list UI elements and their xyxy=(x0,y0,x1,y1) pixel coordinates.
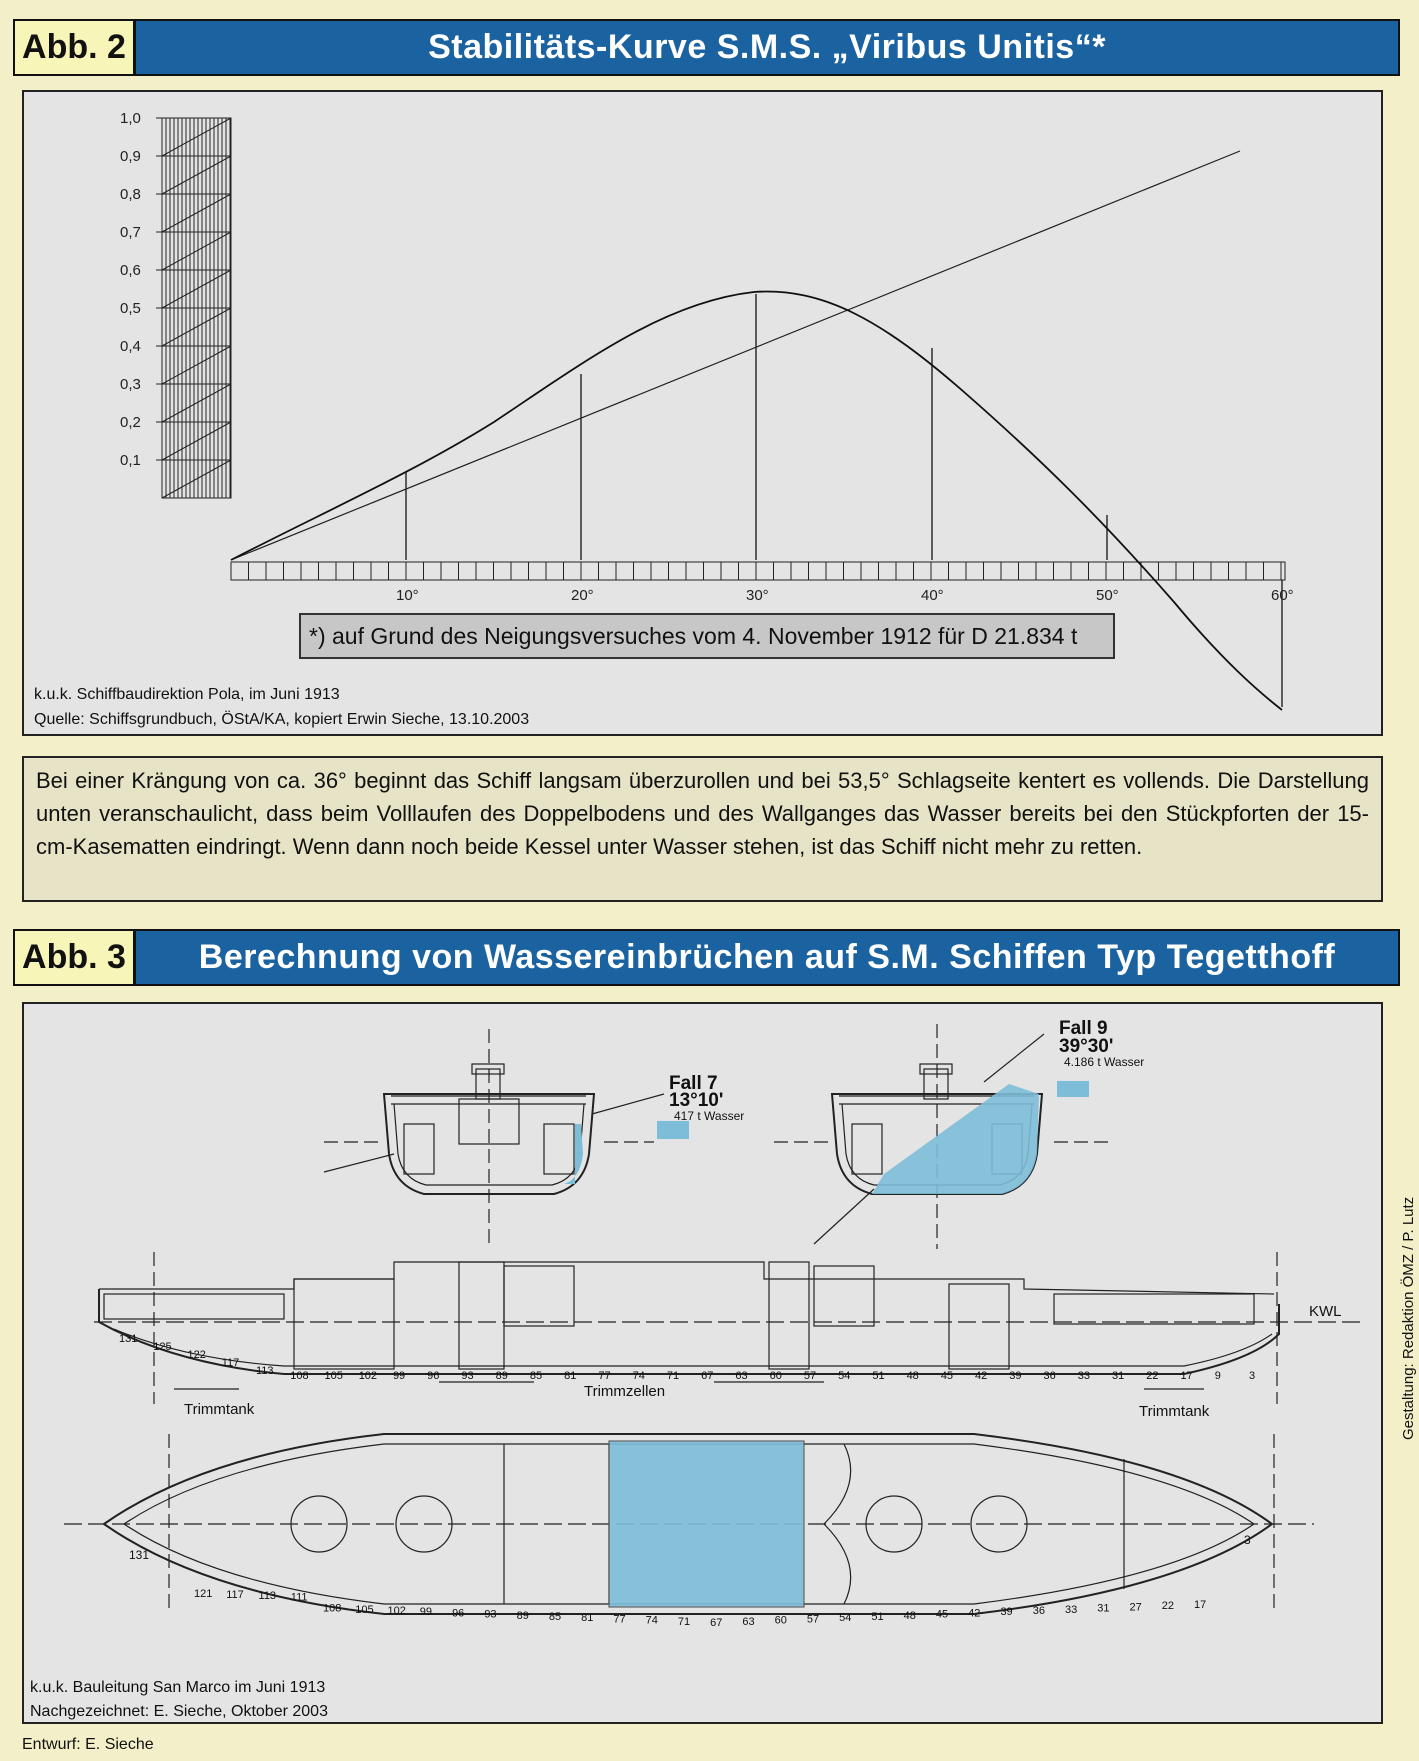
frame-number: 48 xyxy=(903,1609,916,1622)
x-tick-label: 40° xyxy=(921,587,944,604)
plan-end-right: 3 xyxy=(1244,1533,1251,1547)
frame-number: 67 xyxy=(701,1370,714,1382)
frame-number: 39 xyxy=(1009,1370,1022,1382)
frame-number: 108 xyxy=(290,1370,309,1382)
side-profile xyxy=(94,1252,1364,1404)
x-scale xyxy=(231,562,1285,580)
frame-number: 39 xyxy=(1000,1606,1013,1619)
fall9-water: 4.186 t Wasser xyxy=(1064,1055,1145,1069)
frame-number: 77 xyxy=(598,1370,611,1382)
y-tick-label: 0,3 xyxy=(120,376,141,393)
fig2-tag: Abb. 2 xyxy=(15,21,136,74)
frame-number: 22 xyxy=(1161,1600,1174,1613)
frame-number: 125 xyxy=(153,1341,172,1353)
fall9-angle: 39°30' xyxy=(1059,1036,1114,1057)
y-tick-label: 0,8 xyxy=(120,186,141,203)
frame-number: 81 xyxy=(564,1370,577,1382)
fig2-note-box xyxy=(299,613,1115,659)
frame-number: 60 xyxy=(769,1370,782,1382)
fig3-panel xyxy=(22,1002,1383,1724)
frame-number: 3 xyxy=(1249,1370,1256,1382)
frame-number: 121 xyxy=(194,1587,213,1600)
frame-number: 33 xyxy=(1064,1603,1078,1616)
frame-number: 60 xyxy=(774,1614,787,1627)
x-tick-label: 50° xyxy=(1096,587,1119,604)
side-credit: Gestaltung: Redaktion ÖMZ / P. Lutz xyxy=(1400,1196,1417,1440)
y-scale xyxy=(156,118,231,498)
flood-legend-fall7 xyxy=(657,1121,689,1139)
frame-number: 9 xyxy=(1214,1370,1221,1382)
fig3-title: Berechnung von Wassereinbrüchen auf S.M. Schiffen Typ Tegetthoff xyxy=(198,938,1336,976)
frame-number: 105 xyxy=(355,1603,374,1616)
fig3-credit1: k.u.k. Bauleitung San Marco im Juni 1913 xyxy=(30,1679,326,1696)
y-tick-label: 0,5 xyxy=(120,300,141,317)
frame-number: 122 xyxy=(187,1349,206,1361)
frame-number: 113 xyxy=(255,1365,274,1377)
y-tick-label: 0,7 xyxy=(120,224,141,241)
tangent-line xyxy=(231,151,1240,560)
frame-number: 22 xyxy=(1146,1370,1159,1382)
fall9-name: Fall 9 xyxy=(1059,1018,1108,1039)
frame-number: 105 xyxy=(324,1370,343,1382)
frame-number: 96 xyxy=(452,1607,465,1620)
plan-end-left: 131 xyxy=(129,1548,150,1562)
explanation-text: Bei einer Krängung von ca. 36° beginnt das Schiff langsam überzurollen und bei 53,5° Schlagseite kentert es vollends. Die Darstellung unten veranschaulicht, dass beim Volllaufen des Doppelbodens und des Wallganges das Wasser bereits bei den Stückpforten der 15-cm-Kasematten eindringt. Wenn dann noch beide Kessel unter Wasser stehen, ist das Schiff nicht mehr zu retten. xyxy=(22,756,1383,902)
fig2-credit1: k.u.k. Schiffbaudirektion Pola, im Juni 1913 xyxy=(34,686,340,703)
frame-number: 71 xyxy=(666,1370,680,1382)
frame-number: 51 xyxy=(871,1611,884,1623)
frame-number: 131 xyxy=(119,1333,138,1345)
footer-credit: Entwurf: E. Sieche xyxy=(22,1736,154,1753)
frame-number: 54 xyxy=(838,1370,851,1382)
frame-number: 93 xyxy=(484,1608,497,1621)
trimmzellen-label: Trimmzellen xyxy=(584,1383,666,1400)
frame-number: 42 xyxy=(975,1370,988,1382)
frame-number: 33 xyxy=(1077,1370,1091,1382)
frame-number: 102 xyxy=(387,1605,406,1617)
frame-number: 42 xyxy=(968,1607,981,1620)
fig2-note: *) auf Grund des Neigungsversuches vom 4. November 1912 für D 21.834 t xyxy=(309,623,1078,649)
frame-number: 54 xyxy=(839,1612,852,1625)
y-tick-label: 0,9 xyxy=(120,148,141,165)
fall7-water: 417 t Wasser xyxy=(674,1109,745,1123)
frame-number: 89 xyxy=(495,1370,508,1382)
frame-number: 89 xyxy=(516,1609,529,1622)
ship-flooding-diagram xyxy=(24,1004,1385,1726)
frame-number: 74 xyxy=(632,1370,645,1382)
flood-area-fall9 xyxy=(872,1084,1039,1194)
frame-number: 93 xyxy=(461,1370,474,1382)
frame-number: 117 xyxy=(226,1589,244,1601)
frame-number: 57 xyxy=(803,1370,817,1382)
trimmtank-left-label: Trimmtank xyxy=(184,1401,255,1418)
fig2-header xyxy=(13,19,1400,76)
fig2-title: Stabilitäts-Kurve S.M.S. „Viribus Unitis“* xyxy=(428,28,1106,66)
x-tick-label: 20° xyxy=(571,587,594,604)
fall7-angle: 13°10' xyxy=(669,1090,724,1111)
fall7-name: Fall 7 xyxy=(669,1073,718,1094)
frame-number: 57 xyxy=(806,1613,820,1626)
frame-number: 96 xyxy=(427,1370,440,1382)
frame-number: 36 xyxy=(1043,1370,1056,1382)
x-tick-label: 10° xyxy=(396,587,419,604)
frame-number: 71 xyxy=(677,1615,691,1628)
y-tick-label: 0,1 xyxy=(120,452,141,469)
frame-number: 45 xyxy=(940,1370,954,1382)
frame-number: 27 xyxy=(1129,1601,1142,1614)
frame-number: 99 xyxy=(419,1606,433,1619)
fig2-panel xyxy=(22,90,1383,736)
frame-number: 36 xyxy=(1032,1605,1045,1617)
y-tick-label: 0,2 xyxy=(120,414,141,431)
frame-number: 111 xyxy=(290,1591,308,1604)
frame-number: 17 xyxy=(1194,1599,1207,1611)
y-tick-label: 1,0 xyxy=(120,110,141,127)
trimmtank-right-label: Trimmtank xyxy=(1139,1403,1210,1420)
fig3-header xyxy=(13,929,1400,986)
frame-number: 108 xyxy=(323,1602,342,1615)
frame-number: 48 xyxy=(906,1370,919,1382)
y-tick-label: 0,6 xyxy=(120,262,141,279)
frame-number: 117 xyxy=(221,1357,240,1369)
kwl-label: KWL xyxy=(1309,1303,1342,1320)
frame-number: 31 xyxy=(1112,1370,1125,1382)
frame-number: 74 xyxy=(645,1614,658,1627)
flood-area-plan xyxy=(609,1441,804,1607)
frame-number: 17 xyxy=(1180,1370,1193,1382)
cross-section-fall7 xyxy=(324,1029,664,1249)
frame-number: 63 xyxy=(735,1370,748,1382)
x-tick-label: 60° xyxy=(1271,587,1294,604)
fig3-credit2: Nachgezeichnet: E. Sieche, Oktober 2003 xyxy=(30,1703,328,1720)
frame-number: 63 xyxy=(742,1615,755,1628)
frame-number: 67 xyxy=(710,1617,723,1629)
frame-number: 45 xyxy=(935,1608,949,1621)
frame-number: 31 xyxy=(1097,1602,1110,1615)
frame-number: 113 xyxy=(258,1590,277,1603)
frame-number: 51 xyxy=(872,1370,885,1382)
x-tick-label: 30° xyxy=(746,587,769,604)
frame-number: 99 xyxy=(392,1370,406,1382)
frame-number: 102 xyxy=(358,1370,378,1382)
frame-number: 85 xyxy=(548,1611,562,1623)
fig2-credit2: Quelle: Schiffsgrundbuch, ÖStA/KA, kopiert Erwin Sieche, 13.10.2003 xyxy=(34,711,530,728)
fig3-tag: Abb. 3 xyxy=(15,931,136,984)
frame-number: 85 xyxy=(529,1370,543,1382)
frame-number: 81 xyxy=(581,1612,594,1625)
y-tick-label: 0,4 xyxy=(120,338,141,355)
flood-legend-fall9 xyxy=(1057,1081,1089,1097)
frame-number: 77 xyxy=(613,1613,626,1626)
